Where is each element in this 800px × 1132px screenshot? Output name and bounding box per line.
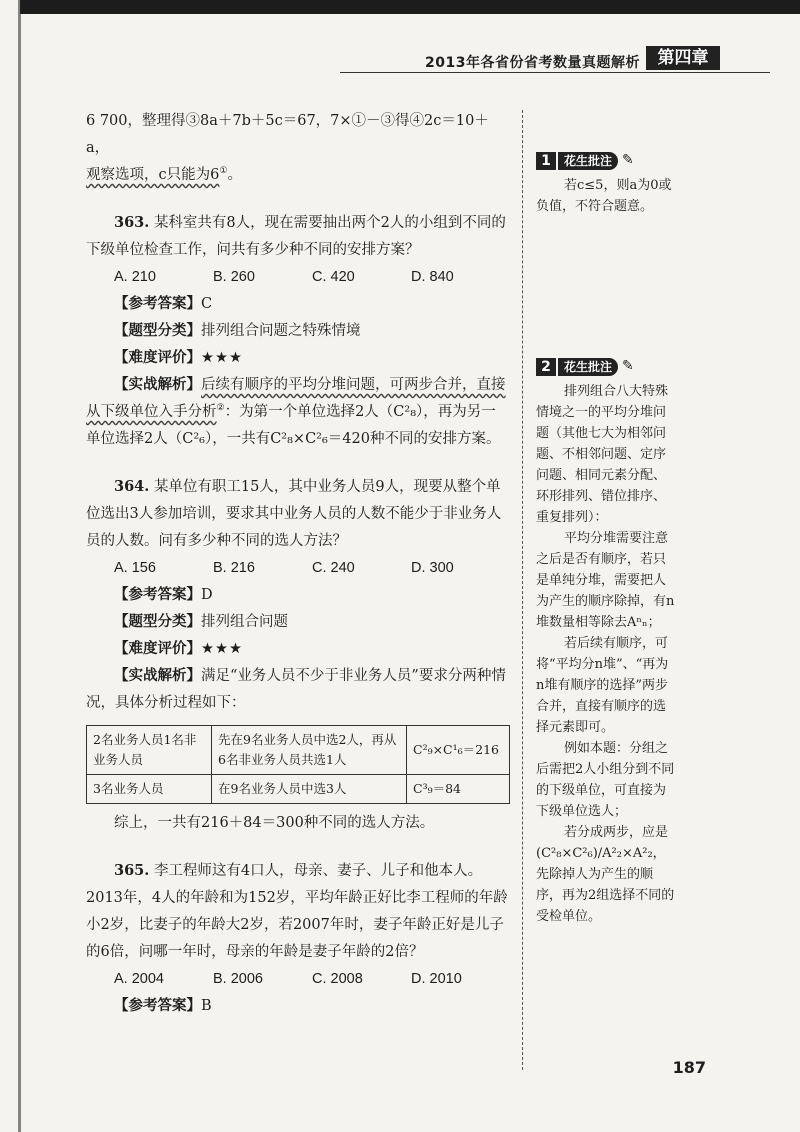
options-365 [86, 966, 510, 993]
question-365 [86, 857, 510, 966]
note-label: 花生批注 [558, 152, 618, 170]
chapter-badge: 第四章 [646, 46, 720, 70]
note-ref-2: ② [216, 403, 225, 414]
answer-363: 【参考答案】C [114, 296, 213, 312]
difficulty-363: 【难度评价】★★★ [114, 350, 243, 366]
question-number: 365. [114, 862, 150, 879]
note-paragraph: 若分成两步，应是(C²₈×C²₆)/A²₂×A²₂，先除掉人为产生的顺序，再为2组选择不同的受检单位。 [536, 825, 675, 924]
peanut-icon: ✎ [622, 358, 634, 374]
page-header [340, 46, 770, 73]
question-number: 364. [114, 478, 150, 495]
table-row [87, 726, 510, 775]
difficulty-stars: ★★★ [201, 350, 243, 366]
intro-line-2 [86, 162, 510, 189]
question-364 [86, 473, 510, 555]
note-paragraph: 例如本题：分组之后需把2人小组分到不同的下级单位，可直接为下级单位选人； [536, 741, 675, 819]
intro-end: 。 [227, 167, 242, 183]
analysis-364: 【实战解析】满足“业务人员不少于非业务人员”要求分两种情况，具体分析过程如下： [86, 668, 506, 711]
difficulty-364: 【难度评价】★★★ [114, 641, 243, 657]
peanut-icon: ✎ [622, 152, 634, 168]
option-b: B. 260 [213, 269, 255, 285]
option-c: C. 420 [312, 269, 355, 285]
answer-365: 【参考答案】B [114, 998, 212, 1014]
table-row [87, 775, 510, 804]
table-cell: 在9名业务人员中选3人 [212, 775, 407, 804]
question-text: 李工程师这有4口人，母亲、妻子、儿子和他本人。2013年，4人的年龄和为152岁，平均年龄正好比李工程师的年龄小2岁，比妻子的年龄大2岁，若2007年时，妻子年龄正好是儿子的6倍，问哪一年时，母亲的年龄是妻子年龄的2倍？ [86, 863, 508, 960]
question-363 [86, 209, 510, 264]
note-header [536, 150, 676, 171]
intro-underlined: 观察选项，c只能为6 [86, 167, 220, 183]
option-c: C. 2008 [312, 971, 363, 987]
difficulty-stars: ★★★ [201, 641, 243, 657]
note-header [536, 356, 676, 377]
note-paragraph: 平均分堆需要注意之后是否有顺序，若只是单纯分堆，需要把人为产生的顺序除掉，有n堆数量相等除去Aⁿₙ； [536, 531, 675, 630]
question-text: 某单位有职工15人，其中业务人员9人，现要从整个单位选出3人参加培训，要求其中业务人员的人数不能少于非业务人员的人数。问有多少种不同的选人方法？ [86, 479, 502, 549]
option-a: A. 210 [114, 269, 156, 285]
option-d: D. 2010 [411, 971, 462, 987]
side-note-1 [536, 150, 676, 217]
table-cell: C²₉×C¹₆＝216 [407, 726, 510, 775]
table-cell: 3名业务人员 [87, 775, 212, 804]
option-a: A. 2004 [114, 971, 164, 987]
note-number: 1 [536, 152, 556, 170]
page-number: 187 [672, 1058, 706, 1077]
binding-edge [18, 0, 21, 1132]
summary-364: 综上，一共有216＋84＝300种不同的选人方法。 [114, 815, 435, 831]
options-363 [86, 264, 510, 291]
table-cell: C³₉＝84 [407, 775, 510, 804]
table-cell: 先在9名业务人员中选2人，再从6名非业务人员共选1人 [212, 726, 407, 775]
column-divider [522, 110, 523, 1070]
option-b: B. 2006 [213, 971, 263, 987]
note-label: 花生批注 [558, 358, 618, 376]
type-364: 【题型分类】排列组合问题 [114, 614, 288, 630]
header-title: 2013年各省份省考数量真题解析 [425, 55, 640, 71]
question-number: 363. [114, 214, 150, 231]
note-ref-1: ① [219, 166, 228, 177]
question-text: 某科室共有8人，现在需要抽出两个2人的小组到不同的下级单位检查工作，问共有多少种不同的安排方案？ [86, 215, 506, 258]
intro-line-1: 6 700，整理得③8a＋7b＋5c＝67，7×①－③得④2c＝10＋a， [86, 113, 489, 156]
analysis-363: 【实战解析】后续有顺序的平均分堆问题，可两步合并，直接从下级单位入手分析②：为第一个单位选择2人（C²₈），再为另一单位选择2人（C²₆），一共有C²₈×C²₆＝420种不同的安排方案。 [86, 377, 506, 447]
option-c: C. 240 [312, 560, 355, 576]
note-paragraph: 排列组合八大特殊情境之一的平均分堆问题（其他七大为相邻问题、不相邻问题、定序问题、相同元素分配、环形排列、错位排序、重复排列）： [536, 384, 669, 525]
option-b: B. 216 [213, 560, 255, 576]
note-number: 2 [536, 358, 556, 376]
note-text: 若c≤5，则a为0或负值，不符合题意。 [536, 178, 672, 214]
side-note-2 [536, 356, 676, 927]
main-column [86, 108, 510, 1020]
type-363: 【题型分类】排列组合问题之特殊情境 [114, 323, 361, 339]
analysis-table [86, 725, 510, 804]
note-paragraph: 若后续有顺序，可将“平均分n堆”、“再为n堆有顺序的选择”两步合并，直接有顺序的选择元素即可。 [536, 636, 669, 735]
option-d: D. 300 [411, 560, 454, 576]
options-364 [86, 555, 510, 582]
option-a: A. 156 [114, 560, 156, 576]
table-cell: 2名业务人员1名非业务人员 [87, 726, 212, 775]
answer-364: 【参考答案】D [114, 587, 213, 603]
option-d: D. 840 [411, 269, 454, 285]
analysis-underlined: 后续有顺序的平均分堆问题，可两步合并，直接从下级单位入手分析 [86, 377, 506, 420]
top-edge-bar [20, 0, 800, 14]
